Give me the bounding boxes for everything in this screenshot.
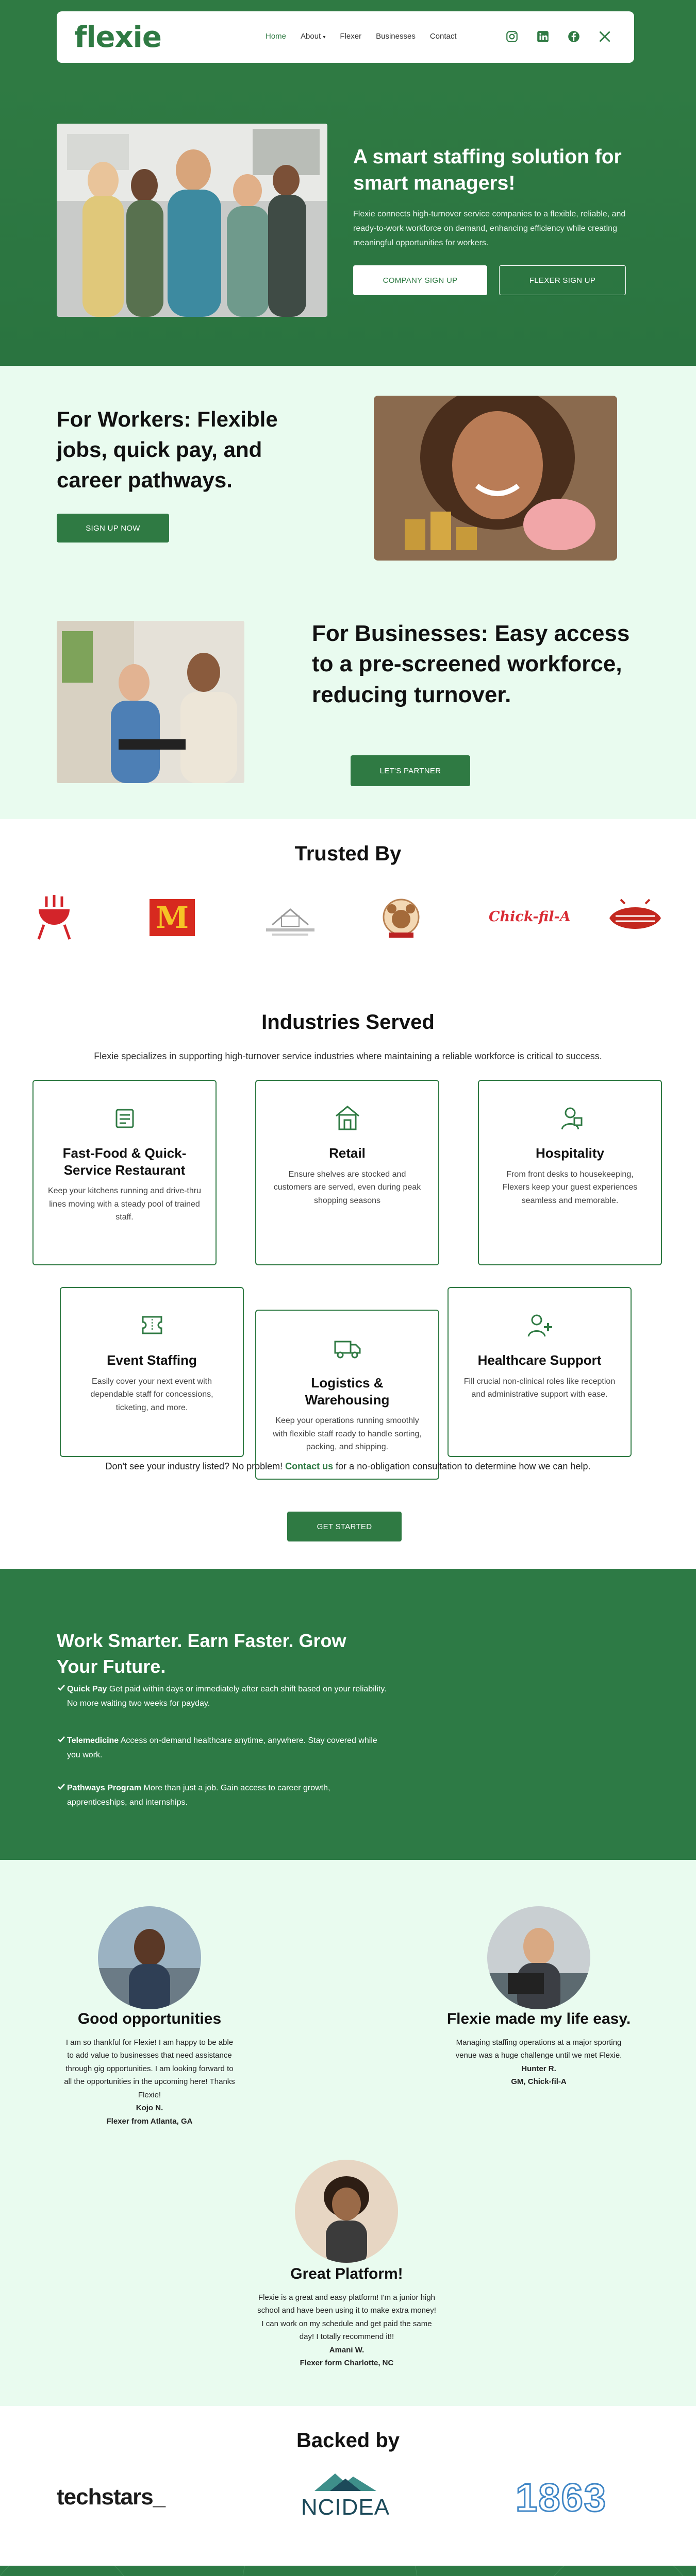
industry-body: Easily cover your next event with dependable staff for concessions, ticketing, and more. — [90, 1377, 213, 1412]
navbar — [57, 11, 634, 63]
industries-subtitle: Flexie specializes in supporting high-turnover service industries where maintaining a reliable workforce is critical to success. — [94, 1051, 602, 1061]
testimonials-section — [0, 1860, 696, 2406]
testimonial-role: GM, Chick-fil-A — [511, 2077, 567, 2086]
avatar — [295, 2160, 398, 2263]
industry-body: From front desks to housekeeping, Flexers keep your guest experiences seamless and memorable. — [502, 1170, 638, 1205]
testimonial-quote: Flexie is a great and easy platform! I'm a junior high school and have been using it to make extra money! I can work on my schedule and get paid the same day! I totally recommend it!! — [257, 2293, 436, 2341]
mountain-icon — [312, 2470, 379, 2492]
contact-us-link[interactable]: Contact us — [285, 1461, 334, 1471]
hospitality-icon — [555, 1103, 586, 1133]
lets-partner-button[interactable]: LET'S PARTNER — [351, 755, 470, 786]
avatar — [487, 1906, 590, 2009]
testimonial-name: Amani W. — [329, 2345, 364, 2354]
nav-link-home[interactable]: Home — [266, 32, 287, 41]
chevron-down-icon: ▾ — [323, 35, 326, 40]
testimonial-card — [250, 2264, 443, 2370]
hero — [0, 77, 696, 366]
industry-body: Fill crucial non-clinical roles like reception and administrative support with ease. — [463, 1377, 616, 1399]
techstars-logo: techstars_ — [57, 2484, 165, 2510]
bear-logo — [380, 896, 422, 940]
businesses-meeting-photo — [57, 621, 244, 783]
industries-title: Industries Served — [261, 1011, 435, 1033]
testimonial-title: Good opportunities — [77, 2010, 222, 2027]
nav-link-contact[interactable]: Contact — [429, 32, 457, 41]
testimonial-card — [54, 2009, 245, 2128]
header-band — [0, 0, 696, 77]
testimonial-name: Kojo N. — [136, 2104, 163, 2112]
trusted-section — [0, 819, 696, 963]
facebook-icon[interactable] — [567, 30, 581, 43]
testimonial-title: Flexie made my life easy. — [446, 2010, 631, 2027]
industry-title: Fast-Food & Quick-Service Restaurant — [62, 1145, 187, 1178]
industry-card-event-staffing — [60, 1287, 244, 1457]
cta-section — [0, 2566, 696, 2576]
businesses-title: For Businesses: Easy access to a pre-screened workforce, reducing turnover. — [312, 621, 630, 707]
nav-link-flexer[interactable]: Flexer — [340, 32, 362, 41]
industries-section — [0, 963, 696, 1569]
check-icon — [57, 1683, 66, 1692]
hero-team-photo — [57, 124, 327, 317]
feature-quick-pay: Quick Pay Get paid within days or immediately after each shift based on your reliability. No more waiting two weeks for payday. — [57, 1682, 387, 1711]
hero-title: A smart staffing solution for smart managers! — [353, 146, 622, 194]
backed-title: Backed by — [296, 2429, 400, 2452]
industry-body: Keep your operations running smoothly with flexible staff ready to handle sorting, packing, and shipping. — [273, 1416, 422, 1452]
industry-card-fast-food — [32, 1080, 217, 1265]
workers-title: For Workers: Flexible jobs, quick pay, and career pathways. — [57, 407, 278, 492]
businesses-section — [0, 613, 696, 819]
workers-section — [0, 366, 696, 613]
trusted-title: Trusted By — [294, 842, 402, 865]
industry-title: Retail — [329, 1145, 366, 1161]
industry-card-retail — [255, 1080, 439, 1265]
x-icon[interactable] — [598, 30, 611, 43]
testimonial-title: Great Platform! — [290, 2265, 403, 2282]
testimonial-quote: Managing staffing operations at a major sporting venue was a huge challenge until we met Flexie. — [455, 2038, 622, 2060]
industry-card-healthcare — [448, 1287, 632, 1457]
sign-up-now-button[interactable]: SIGN UP NOW — [57, 514, 169, 543]
get-started-button[interactable]: GET STARTED — [287, 1512, 402, 1541]
workers-piggy-bank-photo — [374, 396, 617, 561]
nav-link-about[interactable]: About ▾ — [301, 32, 326, 41]
hotel-logo — [262, 902, 319, 938]
instagram-icon[interactable] — [505, 30, 519, 43]
testimonial-role: Flexer from Atlanta, GA — [106, 2116, 193, 2126]
check-icon — [57, 1735, 66, 1744]
feature-pathways: Pathways Program More than just a job. Gain access to career growth, apprenticeships, and internships. — [57, 1781, 387, 1810]
hex-pattern — [0, 2566, 696, 2576]
mcdonalds-logo: M — [150, 899, 195, 936]
testimonial-role: Flexer form Charlotte, NC — [300, 2359, 394, 2367]
1863-logo: 1863 — [516, 2476, 607, 2520]
testimonial-name: Hunter R. — [521, 2064, 556, 2073]
nav-link-businesses[interactable]: Businesses — [376, 32, 416, 41]
industry-title: Event Staffing — [107, 1352, 197, 1368]
flexer-signup-button[interactable]: FLEXER SIGN UP — [499, 265, 626, 295]
hero-body: Flexie connects high-turnover service companies to a flexible, reliable, and ready-to-work workforce on demand, enhancing efficiency while creating meaningful opportunities for workers. — [353, 210, 626, 247]
industry-title: Hospitality — [536, 1145, 604, 1161]
grill-logo — [34, 894, 75, 940]
ticket-icon — [137, 1310, 168, 1341]
chick-fil-a-logo: Chick-fil-A — [489, 909, 571, 925]
ncidea-logo: NCIDEA — [286, 2470, 405, 2520]
testimonial-quote: I am so thankful for Flexie! I am happy to be able to add value to businesses that need assistance through gig opportunities. I am looking forward to all the opportunities in the upcoming here! Thanks Flexie! — [64, 2038, 235, 2099]
industry-card-hospitality — [478, 1080, 662, 1265]
industry-title: Logistics & Warehousing — [305, 1375, 390, 1408]
industries-note: Don't see your industry listed? No problem! Contact us for a no-obligation consultation to determine how we can help. — [105, 1461, 591, 1471]
tray-icon — [109, 1103, 140, 1133]
linkedin-icon[interactable] — [536, 30, 550, 43]
check-icon — [57, 1782, 66, 1791]
features-section — [0, 1569, 696, 1860]
logo[interactable]: flexie — [74, 21, 161, 54]
company-signup-button[interactable]: COMPANY SIGN UP — [353, 265, 487, 295]
backed-section — [0, 2406, 696, 2566]
feature-telemedicine: Telemedicine Access on-demand healthcare anytime, anywhere. Stay covered while you work. — [57, 1734, 387, 1762]
store-icon — [332, 1103, 363, 1133]
truck-icon — [332, 1332, 363, 1363]
healthcare-icon — [524, 1310, 555, 1341]
testimonial-card — [443, 2009, 634, 2089]
industry-card-logistics — [255, 1310, 439, 1480]
lobster-logo — [604, 897, 666, 939]
avatar — [98, 1906, 201, 2009]
industry-body: Keep your kitchens running and drive-thru lines moving with a steady pool of trained staff. — [47, 1187, 202, 1222]
features-title: Work Smarter. Earn Faster. Grow Your Future. — [57, 1630, 346, 1677]
industry-body: Ensure shelves are stocked and customers are served, even during peak shopping seasons — [273, 1170, 421, 1205]
industry-title: Healthcare Support — [477, 1352, 602, 1368]
